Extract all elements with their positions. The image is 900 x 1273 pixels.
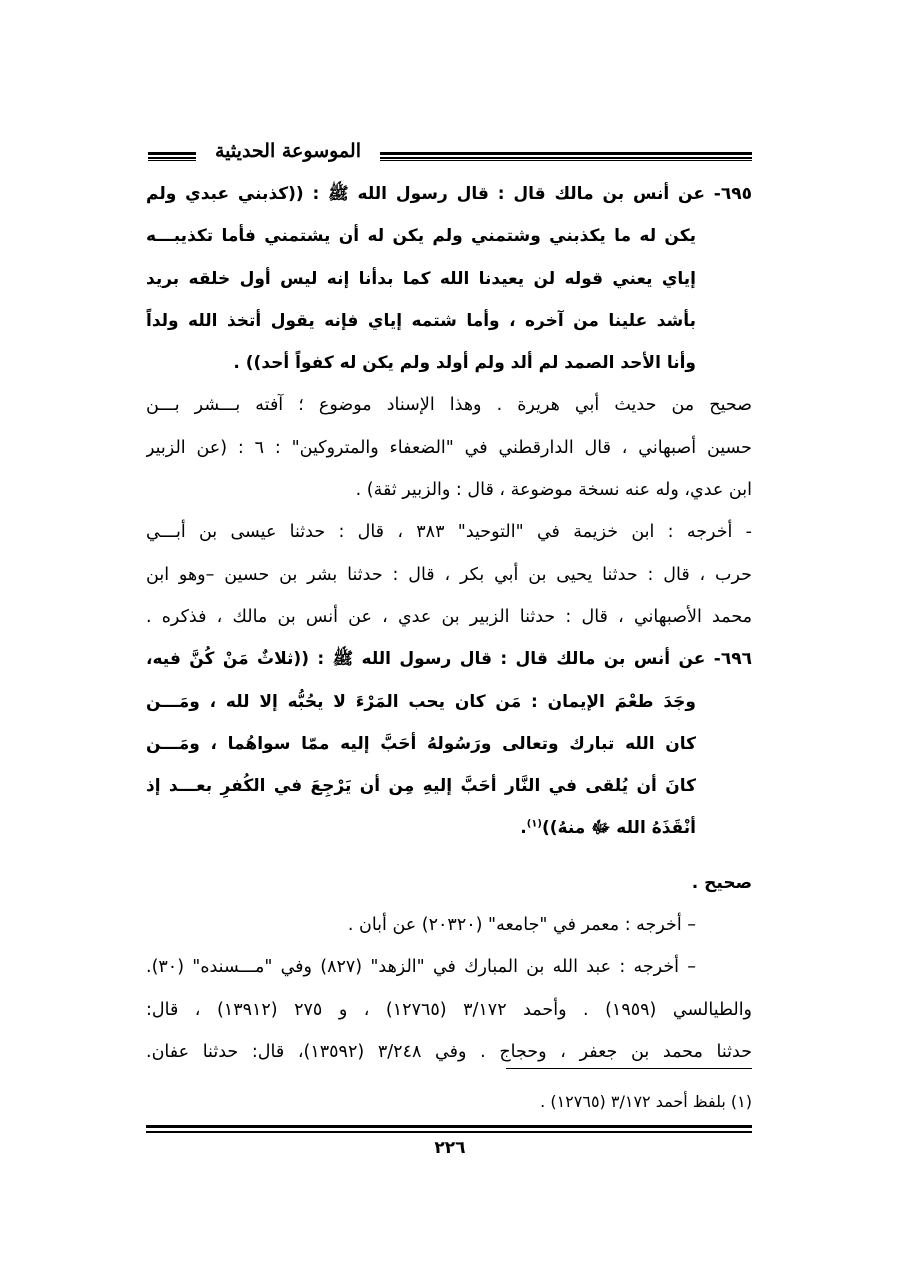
hadith-line: كانَ أن يُلقى في النَّار أحَبَّ إليهِ مِن أن يَرْجِعَ في الكُفرِ بعـــد إذ — [146, 776, 696, 797]
commentary-line: صحيح من حديث أبي هريرة . وهذا الإسناد موضوع ؛ آفته بـــشر بـــن — [146, 395, 752, 416]
footnote: (١) بلفظ أحمد ٣/١٧٢ (١٢٧٦٥) . — [540, 1092, 752, 1111]
hadith-line: كان الله تبارك وتعالى ورَسُولهُ أحَبَّ إليه ممّا سواهُما ، ومَـــن — [146, 733, 696, 754]
hadith-line: ٦٩٥- عن أنس بن مالك قال : قال رسول الله ﷺ : ((كذبني عبدي ولم — [146, 184, 752, 204]
hadith-line: ٦٩٦- عن أنس بن مالك قال : قال رسول الله ﷺ : ((ثلاثٌ مَنْ كُنَّ فيه، — [146, 649, 752, 670]
hadith-696 — [146, 638, 752, 849]
hadith-line: وأنا الأحد الصمد لم ألد ولم أولد ولم يكن له كفواً أحد)) . — [233, 353, 696, 374]
commentary-line: – أخرجه : عبد الله بن المبارك في "الزهد" (٨٢٧) وفي "مـــسنده" (٣٠). — [146, 957, 696, 978]
hadith-line: بأشد علينا من آخره ، وأما شتمه إياي فإنه يقول أتخذ الله ولداً — [146, 310, 696, 331]
footnote-separator — [506, 1068, 752, 1069]
grade-line: صحيح . — [691, 872, 752, 893]
header-rule-left — [148, 152, 196, 161]
line-end-period: . — [520, 818, 527, 839]
commentary-line: حسين أصبهاني ، قال الدارقطني في "الضعفاء والمتروكين" : ٦ : (عن الزبير — [146, 437, 752, 458]
commentary-line: محمد الأصبهاني ، قال : حدثنا الزبير بن عدي ، عن أنس بن مالك ، فذكره . — [146, 606, 752, 627]
hadith-line: إياي يعني قوله لن يعيدنا الله كما بدأنا إنه ليس أول خلقه بريد — [146, 268, 696, 289]
hadith-695 — [146, 173, 752, 384]
commentary-line: - أخرجه : ابن خزيمة في "التوحيد" ٣٨٣ ، قال : حدثنا عيسى بن أبـــي — [146, 522, 752, 543]
commentary-line: – أخرجه : معمر في "جامعه" (٢٠٣٢٠) عن أبان . — [347, 915, 696, 936]
hadith-line-last — [146, 807, 752, 849]
bottom-rule — [146, 1125, 752, 1133]
commentary-line: ابن عدي، وله عنه نسخة موضوعة ، قال : والزبير ثقة) . — [355, 480, 752, 501]
commentary-line: حدثنا محمد بن جعفر ، وحجاج . وفي ٣/٢٤٨ (١٣٥٩٢)، قال: حدثنا عفان. — [146, 1041, 752, 1062]
running-header — [146, 140, 752, 170]
main-text — [146, 173, 752, 1073]
header-rule-right — [380, 152, 752, 161]
page-number: ٢٢٦ — [434, 1138, 466, 1158]
footnote-marker: (١) — [526, 818, 542, 830]
commentary-line: حرب ، قال : حدثنا يحيى بن أبي بكر ، قال : حدثنا بشر بن حسين –وهو ابن — [146, 564, 752, 585]
hadith-line: وجَدَ طعْمَ الإيمان : مَن كان يحب المَرْءَ لا يحُبُّه إلا لله ، ومَـــن — [146, 691, 696, 712]
commentary-695 — [146, 384, 752, 638]
commentary-line: والطيالسي (١٩٥٩) . وأحمد ٣/١٧٢ (١٢٧٦٥) ، و ٢٧٥ (١٣٩١٢) ، قال: — [146, 999, 752, 1020]
spacer — [146, 850, 752, 862]
commentary-696 — [146, 862, 752, 1073]
hadith-line-text: أنْقَذَهُ الله ﷻ منهُ)) — [541, 818, 696, 839]
header-title: الموسوعة الحديثية — [215, 140, 361, 162]
hadith-line: يكن له ما يكذبني وشتمني ولم يكن له أن يشتمني فأما تكذيبـــه — [146, 226, 696, 247]
